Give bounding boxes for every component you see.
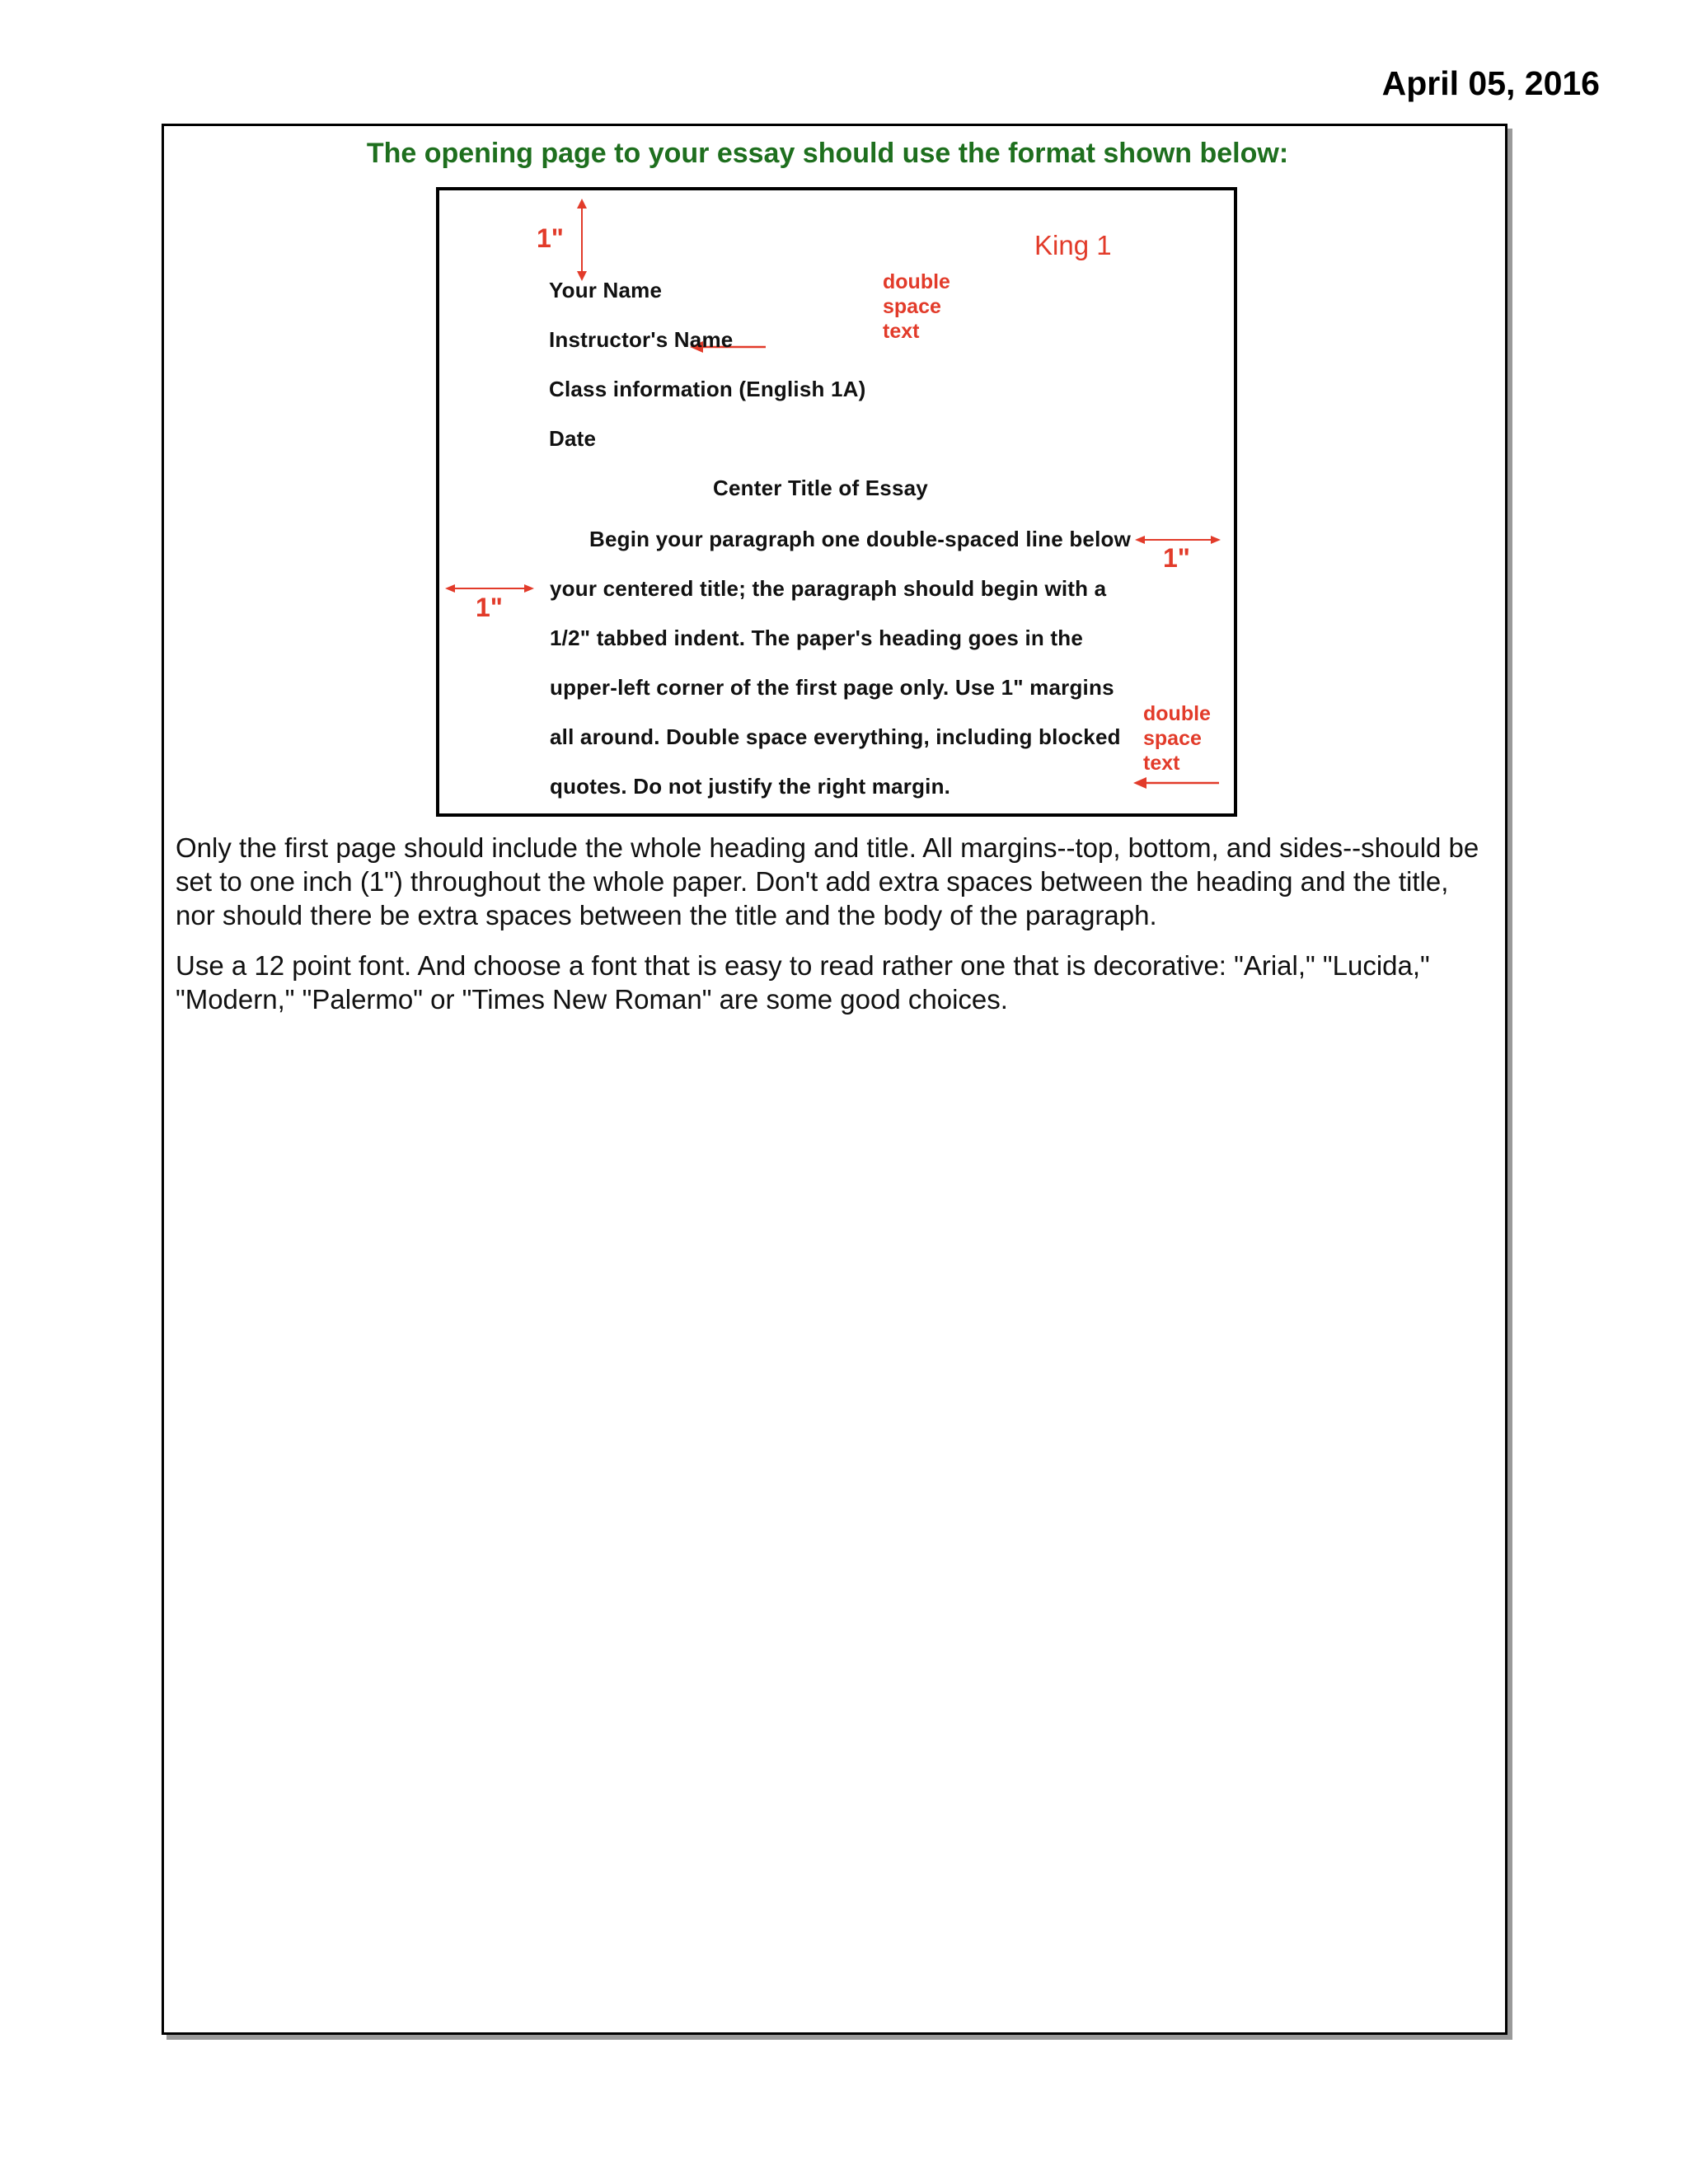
top-margin-arrow-icon [577, 199, 587, 281]
paragraph-line-3: 1/2" tabbed indent. The paper's heading goes in the [550, 626, 1084, 650]
right-margin-label: 1" [1163, 543, 1190, 573]
document-frame [162, 124, 1507, 2035]
heading-line-date: Date [549, 426, 597, 451]
heading-line-name: Your Name [549, 278, 663, 302]
paragraph-line-4: upper-left corner of the first page only. Use 1" margins [550, 675, 1114, 700]
paragraph-line-6: quotes. Do not justify the right margin. [550, 774, 951, 799]
essay-title: Center Title of Essay [713, 476, 928, 500]
top-margin-label: 1" [537, 223, 564, 253]
double-space-note-top: double space text [883, 270, 950, 343]
document-heading: The opening page to your essay should use the format shown below: [366, 138, 1289, 169]
double-space-note-bottom: double space text [1143, 702, 1211, 775]
heading-line-instructor: Instructor's Name [549, 327, 734, 352]
page-number-header: King 1 [1034, 230, 1112, 260]
essay-format-figure [436, 187, 1237, 817]
paragraph-line-1: Begin your paragraph one double-spaced line below [589, 527, 1132, 551]
heading-line-class: Class information (English 1A) [549, 377, 866, 401]
left-margin-arrow-icon [445, 584, 534, 593]
left-margin-label: 1" [476, 593, 503, 622]
body-paragraph-margins: Only the first page should include the whole heading and title. All margins--top, bottom, and sides--should be set to one inch (1") throughout the whole paper. Don't add extra spaces between the heading and the title, nor should there be extra spaces between the title and the body of the paragraph. [176, 832, 1479, 930]
body-paragraph-font: Use a 12 point font. And choose a font that is easy to read rather one that is decorative: "Arial," "Lucida," "Modern," "Palermo" or "Times New Roman" are some good choices. [176, 950, 1430, 1015]
paragraph-line-5: all around. Double space everything, including blocked [550, 724, 1121, 749]
page-date: April 05, 2016 [1381, 64, 1600, 102]
double-space-arrow-bottom-icon [1133, 777, 1219, 789]
paragraph-line-2: your centered title; the paragraph should begin with a [550, 576, 1107, 601]
